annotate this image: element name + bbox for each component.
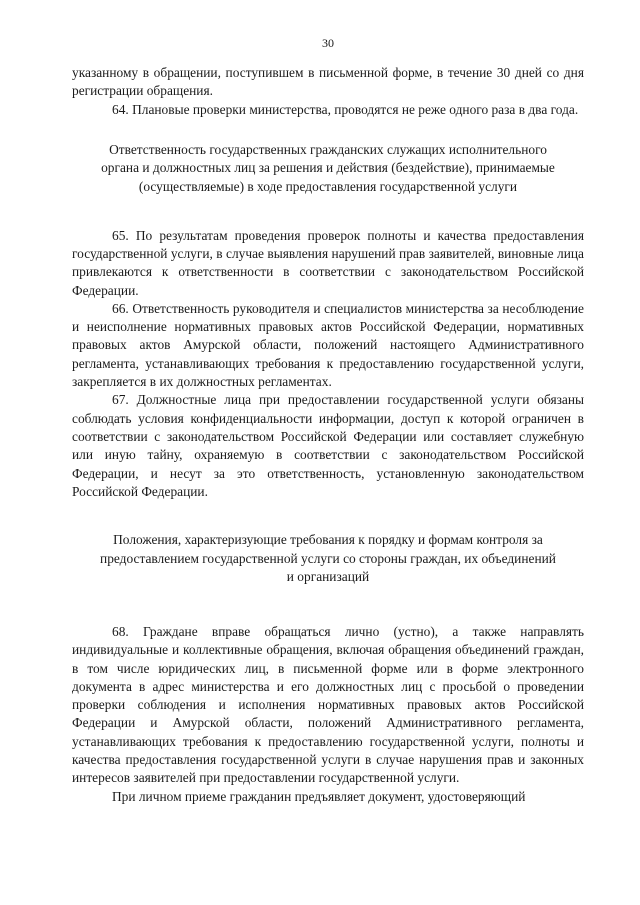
paragraph-64: 64. Плановые проверки министерства, проводятся не реже одного раза в два года.	[112, 101, 579, 117]
page-number: 30	[322, 36, 334, 50]
paragraph-65: 65. По результатам проведения проверок полноты и качества предоставления государственной услуги, в случае выявления нарушений прав заявителей, виновные лица привлекаются к ответственности в соответствии с законодательством Российской Федерации.	[72, 227, 584, 298]
document-page	[72, 36, 584, 806]
paragraph-66: 66. Ответственность руководителя и специалистов министерства за несоблюдение и неисполнение нормативных правовых актов Российской Федерации, нормативных правовых актов Амурской области, положений настоящего Административного регламента, устанавливающих требования к предоставлению государственной услуги, закрепляется в их должностных регламентах.	[72, 300, 584, 390]
paragraph-continuation: указанному в обращении, поступившем в письменной форме, в течение 30 дней со дня регистрации обращения.	[72, 65, 584, 99]
paragraph-personal-reception: При личном приеме гражданин предъявляет документ, удостоверяющий	[112, 788, 526, 804]
paragraph-67: 67. Должностные лица при предоставлении государственной услуги обязаны соблюдать условия конфиденциальности информации, доступ к которой ограничен в соответствии с законодательством Российской Федерации или составляет служебную или иную тайну, охраняемую в соответствии с законодательством Российской Федерации, и несут за это ответственность, установленную законодательством Российской Федерации.	[72, 392, 584, 499]
section-heading-control: Положения, характеризующие требования к порядку и формам контроля за предоставлением государственной услуги со стороны граждан, их объединений и организаций	[100, 532, 556, 585]
section-heading-responsibility: Ответственность государственных гражданских служащих исполнительного органа и должностных лиц за решения и действия (бездействие), принимаемые (осуществляемые) в ходе предоставления государственной услуги	[101, 141, 555, 195]
paragraph-68: 68. Граждане вправе обращаться лично (устно), а также направлять индивидуальные и коллективные обращения, включая обращения объединений граждан, в том числе юридических лиц, в письменной форме или в форме электронного документа в адрес министерства и его должностных лиц с просьбой о проведении проверки соблюдения и исполнения нормативных правовых актов Российской Федерации и Амурской области, положений Административного регламента, устанавливающих требования к предоставлению государственной услуги, полноты и качества предоставления государственной услуги в случае нарушения прав и законных интересов заявителей при предоставлении государственной услуги.	[72, 623, 584, 786]
